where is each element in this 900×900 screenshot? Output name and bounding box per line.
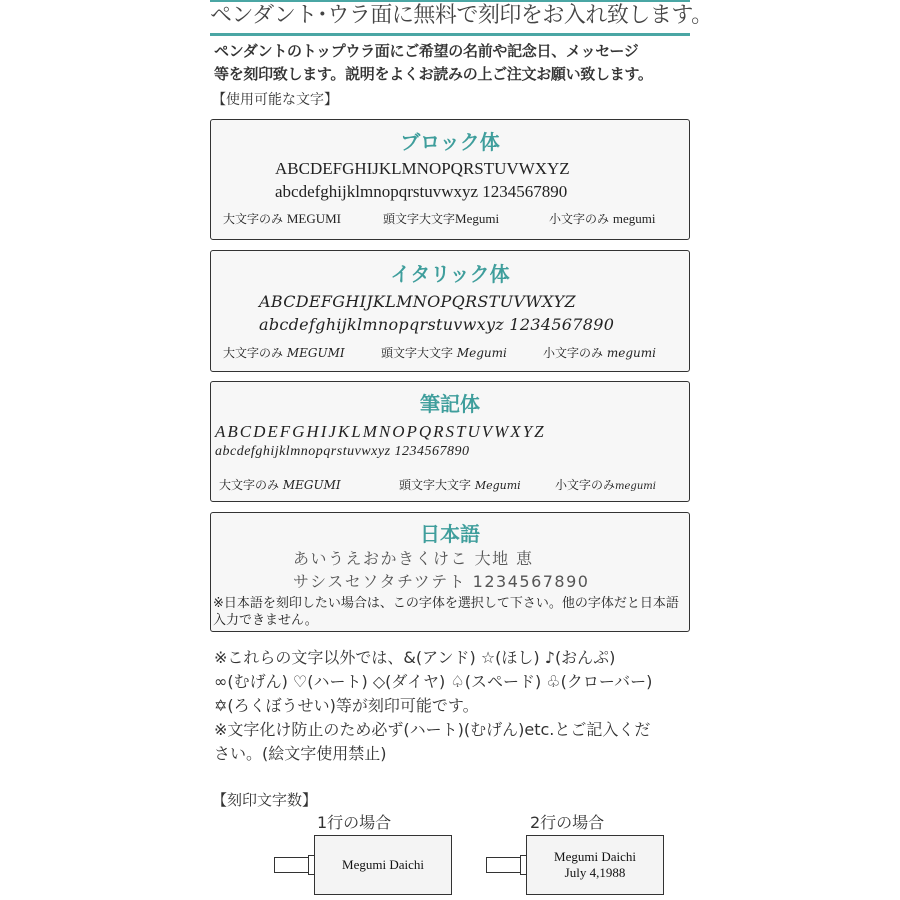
script-font-box [210, 381, 690, 502]
japanese-font-box [210, 512, 690, 632]
italic-font-title: イタリック体 [390, 262, 510, 286]
block-upper-sample: ABCDEFGHIJKLMNOPQRSTUVWXYZ [275, 159, 570, 178]
block-example-lower: 小文字のみ megumi [549, 211, 656, 226]
two-line-plate [526, 835, 664, 895]
script-example-capital: 頭文字大文字 Megumi [399, 478, 521, 492]
one-line-label: 1行の場合 [317, 813, 392, 832]
one-line-plate [314, 835, 452, 895]
intro-text [214, 40, 690, 86]
symbols-line-1: ※これらの文字以外では、&(アンド) ☆(ほし) ♪(おんぷ) [214, 648, 616, 667]
engraving-info-column [210, 0, 713, 900]
italic-upper-sample: ABCDEFGHIJKLMNOPQRSTUVWXYZ [259, 292, 576, 311]
japanese-line-1: あいうえおかきくけこ 大地 恵 [293, 549, 534, 568]
usable-chars-label: 【使用可能な文字】 [212, 92, 338, 108]
script-example-lower: 小文字のみmegumi [555, 478, 656, 492]
two-line-plate-text-2: July 4,1988 [564, 865, 626, 880]
char-count-label: 【刻印文字数】 [212, 791, 318, 809]
symbols-line-4: ※文字化け防止のため必ず(ハート)(むげん)etc.とご記入くだ [214, 720, 651, 739]
japanese-font-title: 日本語 [420, 522, 480, 546]
block-example-capital: 頭文字大文字Megumi [383, 211, 500, 226]
symbols-note [214, 646, 690, 766]
italic-example-upper: 大文字のみ MEGUMI [223, 346, 345, 360]
block-font-title: ブロック体 [400, 130, 500, 154]
intro-line-1: ペンダントのトップウラ面にご希望の名前や記念日、メッセージ [214, 42, 639, 60]
symbols-line-2: ∞(むげん) ♡(ハート) ◇(ダイヤ) ♤(スペード) ♧(クローバー) [214, 672, 653, 691]
italic-example-capital: 頭文字大文字 Megumi [381, 346, 507, 360]
italic-font-box [210, 250, 690, 372]
block-example-upper: 大文字のみ MEGUMI [223, 211, 342, 226]
italic-example-lower: 小文字のみ megumi [543, 346, 656, 360]
page-title: ペンダント･ウラ面に無料で刻印をお入れ致します。 [210, 3, 713, 28]
script-lower-sample: abcdefghijklmnopqrstuvwxyz 1234567890 [215, 444, 470, 459]
italic-lower-sample: abcdefghijklmnopqrstuvwxyz 1234567890 [259, 315, 615, 334]
header-rule [210, 33, 690, 36]
script-example-upper: 大文字のみ MEGUMI [219, 478, 341, 492]
script-font-title: 筆記体 [420, 392, 480, 416]
intro-line-2: 等を刻印致します。説明をよくお読みの上ご注文お願い致します。 [214, 65, 653, 83]
one-line-plate-text: Megumi Daichi [342, 857, 424, 872]
japanese-note: ※日本語を刻印したい場合は、この字体を選択して下さい。他の字体だと日本語入力できません。 [213, 596, 679, 628]
script-upper-sample: ABCDEFGHIJKLMNOPQRSTUVWXYZ [215, 422, 546, 441]
symbols-line-5: さい。(絵文字使用禁止) [214, 744, 387, 763]
block-font-box [210, 119, 690, 240]
block-lower-sample: abcdefghijklmnopqrstuvwxyz 1234567890 [275, 182, 568, 201]
two-line-plate-text-1: Megumi Daichi [554, 849, 636, 864]
two-line-label: 2行の場合 [530, 813, 605, 832]
japanese-line-2: サシスセソタチツテト 1234567890 [293, 572, 590, 591]
symbols-line-3: ✡(ろくぼうせい)等が刻印可能です。 [214, 696, 479, 715]
